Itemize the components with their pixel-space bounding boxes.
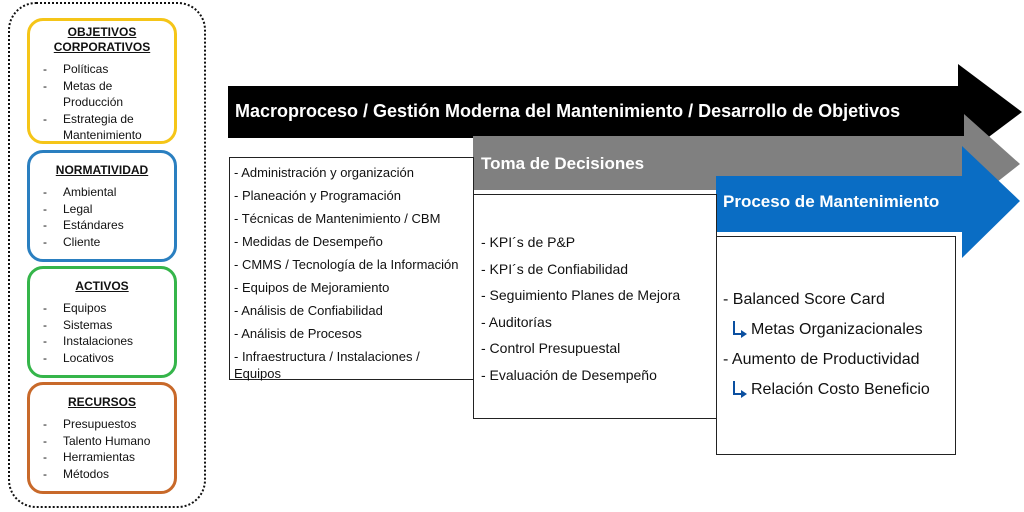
box-title: RECURSOS xyxy=(67,395,136,409)
list-item: - Legal xyxy=(43,201,174,218)
list-item: - Cliente xyxy=(43,234,174,251)
list-item: - Estándares xyxy=(43,217,174,234)
list-item: - KPI´s de Confiabilidad xyxy=(481,260,629,277)
list-item: - Métodos xyxy=(43,466,174,483)
list-item: - Técnicas de Mantenimiento / CBM xyxy=(234,211,441,226)
macro-panel xyxy=(229,157,474,380)
list-item: - Presupuestos xyxy=(43,416,174,433)
list-item: - Talento Humano xyxy=(43,433,174,450)
list-item: - Análisis de Procesos xyxy=(234,326,362,341)
list-item: - Planeación y Programación xyxy=(234,188,401,203)
sub-list-item xyxy=(717,315,955,345)
list-item: - Aumento de Productividad xyxy=(723,351,920,368)
decisiones-arrow-label: Toma de Decisiones xyxy=(481,154,645,173)
list-item: - Equipos xyxy=(43,300,174,317)
list-item: - CMMS / Tecnología de la Información xyxy=(234,257,459,272)
box-title: NORMATIVIDAD xyxy=(55,163,149,177)
list-item: - Herramientas xyxy=(43,449,174,466)
bent-arrow-icon xyxy=(731,379,749,401)
list-item: - Ambiental xyxy=(43,184,174,201)
sub-list-item xyxy=(717,375,955,405)
list-item: - Auditorías xyxy=(481,313,552,330)
list-item: - Políticas xyxy=(43,61,174,78)
sub-item-label: Metas Organizacionales xyxy=(751,321,923,338)
mantenimiento-panel xyxy=(716,236,956,455)
list-item: - Sistemas xyxy=(43,317,174,334)
list-item: - Estrategia de Mantenimiento xyxy=(43,111,151,144)
box-title: OBJETIVOS CORPORATIVOS xyxy=(53,25,151,54)
list-item: - Administración y organización xyxy=(234,165,414,180)
list-item: - Evaluación de Desempeño xyxy=(481,366,657,383)
mantenimiento-arrow-label: Proceso de Mantenimiento xyxy=(723,192,940,211)
list-item: - Infraestructura / Instalaciones / xyxy=(234,349,420,364)
list-item: - Equipos de Mejoramiento xyxy=(234,280,390,295)
list-item: - Locativos xyxy=(43,350,174,367)
list-item: - Análisis de Confiabilidad xyxy=(234,303,383,318)
list-item: - Seguimiento Planes de Mejora xyxy=(481,287,681,303)
list-item: - KPI´s de P&P xyxy=(481,234,576,250)
bent-arrow-icon xyxy=(731,319,749,341)
list-item: - Balanced Score Card xyxy=(723,291,885,308)
sub-item-label: Relación Costo Beneficio xyxy=(751,381,930,398)
list-item: - Instalaciones xyxy=(43,333,174,350)
list-item: - Medidas de Desempeño xyxy=(234,234,383,249)
list-item: - Metas de Producción xyxy=(43,78,133,111)
decisiones-panel xyxy=(473,194,717,419)
box-title: ACTIVOS xyxy=(75,279,129,293)
list-item: - Control Presupuestal xyxy=(481,340,621,356)
macro-arrow-label: Macroproceso / Gestión Moderna del Mantenimiento / Desarrollo de Objetivos xyxy=(235,101,901,121)
list-item: Equipos xyxy=(234,366,281,381)
